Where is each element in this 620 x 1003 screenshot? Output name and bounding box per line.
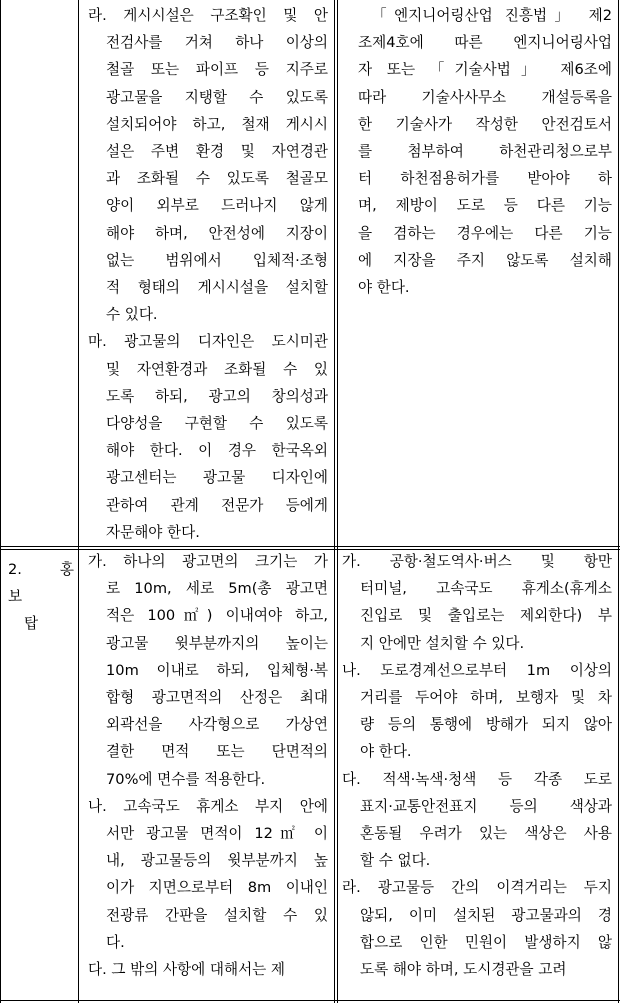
category-number: 2. 홍보 (8, 561, 74, 605)
text-line: 수 있다. (106, 306, 158, 324)
text-line: 자문해야 한다. (106, 523, 200, 541)
text-line: 에 지장을 주지 않도록 설치해 (358, 251, 612, 269)
text-line: 적은 100㎡) 이내여야 하고, (106, 607, 328, 625)
text-line: 마. 광고물의 디자인은 도시미관 (88, 333, 328, 351)
text-line: 70%에 면수를 적용한다. (106, 770, 266, 788)
text-line: 다. 그 밖의 사항에 대해서는 제 (88, 961, 286, 979)
text-line: 야 한다. (360, 743, 412, 761)
text-line: 양이 외부로 드러나지 않게 (106, 197, 328, 215)
column-divider-line (337, 0, 338, 1003)
row1-right-cell (358, 2, 612, 301)
text-line: 및 자연환경과 조화될 수 있 (106, 360, 328, 378)
text-line: 다. (106, 933, 125, 951)
row2-right-para-ra (342, 874, 612, 983)
row1-left-para-ma (88, 328, 328, 546)
text-line: 10m 이내로 하되, 입체형·복 (106, 661, 328, 679)
text-line: 적 형태의 게시시설을 설치할 (106, 279, 328, 297)
text-line: 서만 광고물 면적이 12㎡ 이 (106, 825, 328, 843)
text-line: 지 안에만 설치할 수 있다. (360, 634, 525, 652)
text-line: 해야 한다. 이 경우 한국옥외 (106, 442, 328, 460)
text-line: 광고물을 지탱할 수 있도록 (106, 88, 328, 106)
text-line: 관하여 관계 전문가 등에게 (106, 496, 328, 514)
row2-right-para-ga (342, 548, 612, 657)
column-divider-line (78, 0, 79, 1003)
row2-left-para-ga (88, 548, 328, 793)
text-line: 표지·교통안전표지 등의 색상과 (360, 797, 612, 815)
text-line: 철골 또는 파이프 등 지주로 (106, 61, 328, 79)
text-line: 외곽선을 사각형으로 가상연 (106, 716, 328, 734)
text-line: 설치되어야 하고, 철재 게시시 (106, 115, 328, 133)
text-line: 전광류 간판을 설치할 수 있 (106, 906, 328, 924)
row1-right-para (358, 2, 612, 301)
text-line: 않되, 이미 설치된 광고물과의 경 (360, 906, 612, 924)
text-line: 로 10m, 세로 5m(총 광고면 (106, 580, 328, 598)
text-line: 터 하천점용허가를 받아야 하 (358, 170, 612, 188)
column-divider-line (334, 0, 335, 1003)
text-line: 라. 게시시설은 구조확인 및 안 (88, 7, 328, 24)
category-tail: 탑 (24, 615, 39, 632)
text-line: 없는 범위에서 입체적·조형 (106, 251, 328, 269)
text-line: 다양성을 구현할 수 있도록 (106, 415, 328, 433)
text-line: 할 수 없다. (360, 852, 431, 870)
text-line: 합으로 인한 민원이 발생하지 않 (360, 933, 612, 951)
text-line: 과 조화될 수 있도록 철골모 (106, 170, 328, 188)
text-line: 를 첨부하여 하천관리청으로부 (358, 143, 612, 161)
text-line: 광고물 윗부분까지의 높이는 (106, 634, 328, 652)
row1-left-para-ra (88, 2, 328, 328)
text-line: 설은 주변 환경 및 자연경관 (106, 143, 328, 161)
text-line: 따라 기술사사무소 개설등록을 (358, 88, 612, 106)
row2-left-cell (88, 548, 328, 983)
row2-category-cell (8, 556, 74, 637)
text-line: 전검사를 거쳐 하나 이상의 (106, 34, 328, 52)
row1-left-cell (88, 2, 328, 546)
text-line: 내, 광고물등의 윗부분까지 높 (106, 852, 328, 870)
text-line: 도록 해야 하며, 도시경관을 고려 (360, 961, 567, 979)
text-line: 광고센터는 광고물 디자인에 (106, 469, 328, 487)
text-line: 가. 하나의 광고면의 크기는 가 (88, 553, 328, 570)
text-line: 라. 광고물등 간의 이격거리는 두지 (342, 879, 612, 897)
text-line: 며, 제방이 도로 등 다른 기능 (358, 197, 612, 215)
text-line: 이가 지면으로부터 8m 이내인 (106, 879, 328, 897)
text-line: 합형 광고면적의 산정은 최대 (106, 689, 328, 707)
text-line: 자 또는 「기술사법」 제6조에 (358, 61, 612, 79)
text-line: 결한 면적 또는 단면적의 (106, 743, 328, 761)
category-label (8, 556, 74, 637)
row2-left-para-na (88, 793, 328, 956)
text-line: 나. 도로경계선으로부터 1m 이상의 (342, 661, 612, 679)
text-line: 야 한다. (358, 279, 410, 297)
text-line: 량 등의 통행에 방해가 되지 않아 (360, 716, 612, 734)
text-line: 조제4호에 따른 엔지니어링사업 (358, 34, 612, 52)
text-line: 거리를 두어야 하며, 보행자 및 차 (360, 689, 612, 707)
row2-right-para-na (342, 657, 612, 766)
left-border-line (0, 0, 1, 1003)
right-border-line (618, 0, 619, 1003)
row2-right-para-da (342, 766, 612, 875)
text-line: 한 기술사가 작성한 안전검토서 (358, 115, 612, 133)
text-line: 진입로 및 출입로는 제외한다) 부 (360, 607, 612, 625)
row-divider-line (0, 546, 620, 547)
text-line: 을 겸하는 경우에는 다른 기능 (358, 224, 612, 242)
text-line: 가. 공항·철도역사·버스 및 항만 (342, 553, 612, 570)
bottom-border-line (0, 1000, 620, 1001)
text-line: 나. 고속국도 휴게소 부지 안에 (88, 797, 328, 815)
text-line: 혼동될 우려가 있는 색상은 사용 (360, 825, 612, 843)
text-line: 다. 적색·녹색·청색 등 각종 도로 (342, 770, 612, 788)
text-line: 터미널, 고속국도 휴게소(휴게소 (360, 580, 612, 598)
row2-left-para-da (88, 956, 328, 983)
row2-right-cell (342, 548, 612, 983)
text-line: 도록 하되, 광고의 창의성과 (106, 387, 328, 405)
text-line: 해야 하며, 안전성에 지장이 (106, 224, 328, 242)
text-line: 「엔지니어링산업 진흥법」 제2 (372, 7, 612, 24)
